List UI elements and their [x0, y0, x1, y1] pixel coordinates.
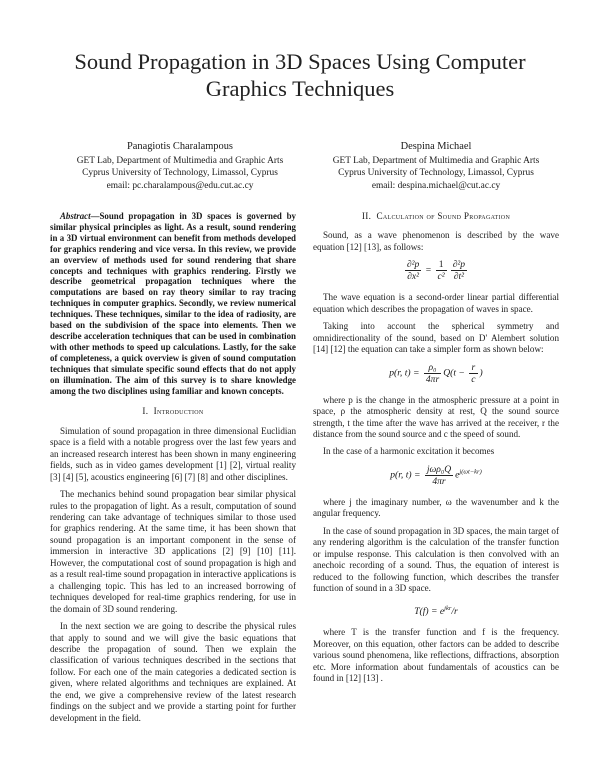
exponent: jkr [444, 604, 452, 612]
section-title: Calculation of Sound Propagation [376, 211, 511, 221]
calc-paragraph-3: Taking into account the spherical symmetry and omnidirectionality of the sound, based on D' Alembert solution [14] [12] the equation can take a simpler form as shown below: [313, 321, 559, 355]
harmonic-equation [313, 464, 559, 487]
numerator: ∂²p [406, 259, 420, 271]
section-title: Introduction [153, 406, 204, 417]
numerator: r [469, 362, 477, 374]
equation-term: Q(t − [443, 367, 465, 379]
calc-paragraph-5: In the case of a harmonic excitation it becomes [323, 446, 495, 457]
abstract [50, 211, 296, 396]
author-email: email: pc.charalampous@edu.cut.ac.cy [106, 180, 254, 191]
fraction [424, 362, 441, 385]
exponent: j(ωt−kr) [459, 468, 482, 476]
numerator: 1 [436, 259, 447, 271]
calc-paragraph-2: The wave equation is a second-order linear partial differential equation which describes the propagation of waves in space. [313, 292, 559, 314]
transfer-function-equation [313, 603, 559, 618]
author-lab: GET Lab, Department of Multimedia and Graphic Arts [332, 156, 540, 167]
calc-paragraph-7: In the case of sound propagation in 3D spaces, the main target of any rendering algorithm is the calculation of the transfer function or impulse response. This calculation is then convolved with an anechoic recording of a sound. Thus, the equation of interest is reduced to the following function, which describes the transfer function of sound in a 3D space. [313, 525, 559, 594]
right-column [313, 211, 559, 690]
wave-equation: $\frac{\text{∂²p}}{\text{∂x²}}$ = $\frac{1}{\text{c²}}$ $\frac{\text{∂²p}}{\text{∂t²}}$ [406, 259, 466, 283]
section-number: II. [361, 211, 372, 221]
author-2 [301, 141, 571, 192]
equation-lhs: p(r, t) = [390, 469, 421, 481]
author-university: Cyprus University of Technology, Limassol, Cyprus [338, 168, 534, 179]
fraction [436, 259, 447, 282]
section-heading-calculation [313, 211, 559, 222]
denominator: ∂t² [453, 271, 465, 283]
fraction [469, 362, 477, 385]
intro-paragraph-1: Simulation of sound propagation in three dimensional Euclidian space is a field with a notable progress over the last few years and an increased research interest has been shown in many engineering fields, such as in video games development [1] [2], virtual reality [3] [4] [5], acoustics engineering [6] [7] [8] and other disciplines. [50, 425, 296, 482]
numerator: jωρ₀Q [426, 463, 452, 475]
denominator: 4πr [425, 373, 440, 385]
equation-lhs: T(f) = e [414, 605, 445, 617]
author-university: Cyprus University of Technology, Limassol, Cyprus [82, 168, 278, 179]
author-name: Despina Michael [400, 141, 472, 152]
fraction [405, 259, 421, 282]
denominator: c [471, 373, 476, 385]
equation-term: e [455, 469, 460, 481]
author-1 [45, 141, 315, 192]
paper-title: Sound Propagation in 3D Spaces Using Computer Graphics Techniques [74, 49, 526, 101]
calc-paragraph-4: where p is the change in the atmospheric pressure at a point in space, ρ the atmospheric density at rest, Q the sound source strength, t the time after the wave has arrived at the receiver, r the distance from the sound source and c the speed of sound. [313, 394, 559, 439]
dalembert-equation [313, 362, 559, 385]
fraction [425, 464, 453, 487]
equation-term: ) [479, 367, 483, 379]
numerator: ∂²p [452, 259, 466, 271]
equation-term: /r [451, 605, 458, 617]
denominator: ∂x² [407, 271, 420, 283]
numerator: ρ₀ [424, 362, 441, 374]
abstract-text: —Sound propagation in 3D spaces is governed by similar physical principles as light. As a result, sound rendering in a 3D virtual environment can benefit from methods developed for graphics rendering and vice versa. In this review, we provide an overview of methods used for sound rendering that share concepts and techniques with graphics rendering. Firstly we describe geometrical propagation techniques where the computations are based on ray theory similar to ray tracing techniques in computer graphics. Secondly, we review numerical techniques. These techniques, similar to the idea of radiosity, are based on the subdivision of the space into elements. Then we describe acceleration techniques that can be used in combination with other methods to speed up calculations. Lastly, for the sake of completeness, a quick overview is given of sound computation techniques that simulate specific sound effects that do not apply on illumination. The aim of this survey is to share knowledge among the two disciplines using familiar and known concepts. [50, 211, 296, 396]
calc-paragraph-1: Sound, as a wave phenomenon is described by the wave equation [12] [13], as follows: [313, 230, 559, 252]
equation-lhs: p(r, t) = [389, 367, 420, 379]
intro-paragraph-3: In the next section we are going to describe the physical rules that apply to sound and we will give the basic equations that describe the propagation of sound. Then we explain the classification of various techniques described in the sections that follow. For each one of the main categories a dedicated section is given, where related algorithms and techniques are explained. At the end, we give a comprehensive review of the latest research findings on the subject and we provide a starting point for further development in the field. [50, 621, 296, 723]
denominator: 4πr [432, 475, 446, 487]
section-number: I. [142, 406, 149, 417]
calc-paragraph-8: where T is the transfer function and f is the frequency. Moreover, on this equation, other factors can be added to describe various sound phenomena, like reflections, diffractions, absorption etc. More information about fundamentals of acoustics can be found in [12] [13] . [313, 627, 559, 683]
denominator: c² [437, 271, 445, 283]
author-lab: GET Lab, Department of Multimedia and Graphic Arts [76, 156, 284, 167]
fraction [451, 259, 467, 282]
calc-paragraph-6: where j the imaginary number, ω the wavenumber and k the angular frequency. [313, 496, 559, 519]
author-email: email: despina.michael@cut.ac.cy [371, 180, 501, 191]
abstract-label: Abstract [60, 211, 91, 221]
section-heading-introduction [50, 406, 296, 417]
author-name: Panagiotis Charalampous [127, 141, 233, 152]
left-column [50, 211, 296, 730]
intro-paragraph-2: The mechanics behind sound propagation bear similar physical rules to the propagation of light. As a result, computation of sound rendering can take advantage of techniques similar to those used for graphics rendering. At the same time, it has been shown that sound propagation is an important component in the sense of immersion in interactive 3D applications [2] [9] [10] [11]. However, the computational cost of sound propagation is high and as a result real-time sound propagation in interactive applications is a challenging topic. This has led to an increased borrowing of techniques developed for real-time graphics rendering, for use in the domain of 3D sound rendering. [50, 489, 296, 614]
